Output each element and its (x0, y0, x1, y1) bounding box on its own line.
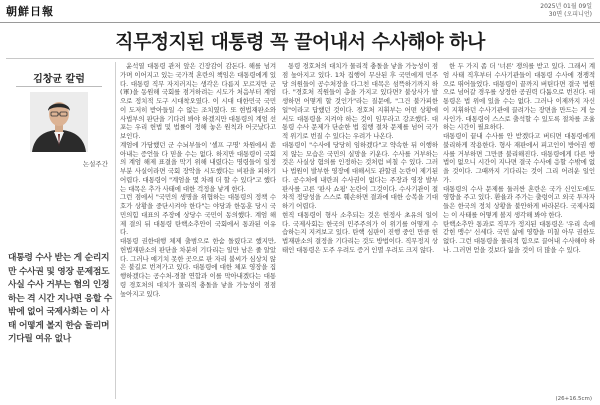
column-sidebar (6, 62, 112, 402)
article-text: 통령 경호처의 대치가 물리적 충돌을 낳을 가능성이 점점 높아지고 있다. 1차 집행이 무산된 후 국민에게 민주당 의원들이 공수처장을 다그친 대목은 섬뜩하기까지 하다. "경호처 직원들이 총을 가지고 있다면? 불상사가 발생하면 어떻게 할 것인가"라는 질문에, "그건 불가피한 일"이라고 답했던 것이다. 경호처 지휘부는 어떤 상황에서도 대통령을 지켜야 하는 것이 임무라고 강조했다. 대통령 수사 문제가 단순한 법 집행 절차 문제를 넘어 국가적 위기로 번질 수 있다는 우려가 나온다. 대통령이 "수사에 당당히 임하겠다"고 약속한 뒤 이행하지 않는 모습은 국민의 실망을 키운다. 수사를 거부하는 것은 사실상 혐의를 인정하는 것처럼 비칠 수 있다. 그러나 법원이 발부한 영장에 대해서도 관할권 논란이 제기된다. 공수처에 내란죄 수사권이 없다는 주장과 영장 발부 판사를 고른 '판사 쇼핑' 논란이 그것이다. 수사기관이 절차적 정당성을 스스로 훼손하면 결과에 대한 승복을 기대하기 어렵다. 현직 대통령이 형사 소추되는 것은 헌정사 초유의 일이다. 국제사회는 한국의 민주주의가 이 위기를 어떻게 수습하는지 지켜보고 있다. 탄핵 심판이 진행 중인 만큼 헌법재판소의 결정을 기다리는 것도 방법이다. 직무정지 상태인 대통령은 도주 우려도 증거 인멸 우려도 크지 않다. (282, 62, 438, 254)
author-title: 논설주간 (82, 160, 108, 168)
author-photo (30, 92, 88, 152)
article-body-column-3 (443, 62, 595, 400)
masthead-rule (0, 22, 600, 23)
newspaper-masthead: 朝鮮日報 (6, 5, 54, 18)
article-text: 윤석열 대통령 관저 앞은 긴장감이 감돈다. 해를 넘겨가며 이어지고 있는 국가적 혼란의 책임은 대통령에게 있다. 대통령 직무 자지러지는 생각은 다름지 모르지만 군(軍)을 동원해 국회를 점거하려는 시도가 처음부터 계엄으로 정치적 도구 시대착오였다. 이 시대 대한민국 국민이 도저히 받아들일 수 없는 조치였다. 또 현법재판소와 사법부의 판단을 기다려 봐야 하겠지만 대통령의 계엄 선포는 우리 헌법 및 법률이 정해 놓은 원칙과 어긋났다고 보인다. 계엄에 가담했던 군 수뇌부들이 '셀프 구명' 차원에서 쏟아내는 증언들 다 믿을 수는 없다. 하지만 대통령이 국회의 계엄 해제 표결을 막기 위해 내렸다는 명령들이 일정 부분 사실이라면 국회 장악을 시도했다는 비판을 피하기 어렵다. 대통령이 "계엄을 몇 차례 더 할 수 있다"고 했다는 대목은 추가 사태에 대한 걱정을 낳게 한다. 그런 점에서 "국민의 생명을 위협하는 대통령의 정책 수호가 상황을 중단시켜야 한다"는 야당과 한동훈 당시 국민의힘 대표의 주장에 상당수 국민이 동의했다. 계엄 해제 결의 뒤 대통령 탄핵소추안이 국회에서 통과된 이유다. 대통령 권한대행 체제 출범으로 한숨 돌렸다고 했지만, 헌법재판소의 판단을 차분히 기다리는 일만 남은 줄 알았다. 그러나 얘기치 못한 곳으로 판 자리 불씨가 심상치 않은 불길로 번져가고 있다. 대통령에 대한 체포 영장을 집행하겠다는 공수처-경찰 연합과 이를 막아내겠다는 대통령 경호처의 대치가 물리적 충돌을 낳을 가능성이 점점 높아지고 있다. (120, 62, 276, 298)
size-note: (26+16.5cm) (555, 396, 592, 402)
column-name: 김창균 칼럼 (33, 74, 85, 85)
article-body-column-1 (120, 62, 276, 400)
article-headline: 직무정지된 대통령 꼭 끌어내서 수사해야 하나 (115, 31, 485, 53)
article-body-column-2 (282, 62, 438, 400)
column-divider (115, 62, 116, 399)
column-name-rule (16, 86, 102, 87)
article-text: 한 두 가지 좀 더 '너른' 쟁의를 받고 있다. 그래서 계엄 사태 직후부터 수사기관들이 대통령 수사에 경쟁적으로 뛰어들었다. 대통령이 끝까지 버틴다면 결국 법원으로 넘어갈 경우를 상정한 공권력 다툼으로 번진다. 대통령은 법 위에 있을 수는 없다. 그러나 이제까지 자신이 지휘하던 수사기관에 끌려가는 장면을 만드는 게 능사인가. 대통령이 스스로 출석할 수 있도록 절차를 조율하는 시간이 필요하다. 대통령이 끝내 수사를 안 받겠다고 버티면 대통령에게 불리하게 작용한다. 형사 재판에서 피고인이 방어권 행사를 거부하면 그만큼 불리해진다. 대통령에게 다른 방법이 없으니 시간이 지나면 결국 수사에 응할 수밖에 없을 것이다. 그때까지 기다리는 것이 그리 어려운 일인가. 대통령의 수사 문제를 둘러싼 혼란은 국가 신인도에도 영향을 주고 있다. 환율과 주가는 출렁이고 외국 투자자들은 한국의 정치 상황을 불안하게 바라본다. 국제사회는 이 사태를 어떻게 볼지 생각해 봐야 한다. 탄핵소추안 통과로 직무가 정지된 대통령은 '우리 속에 갇힌 맹수' 신세다. 국민 삶에 영향을 미칠 아무 권한도 없다. 그런 대통령을 물리적 힘으로 끌어내 수사해야 하나. 그러면 얻을 것보다 잃을 것이 더 많을 수 있다. (443, 62, 595, 254)
publication-date: 2025년 01월 09일 (540, 3, 592, 10)
page-section: 30면 (오피니언) (548, 11, 592, 18)
headline-rule (6, 58, 594, 59)
dateline (540, 3, 592, 19)
pullquote: 대통령 수사 받는 게 순리지만 수사권 및 영장 문제점도 사실 수사 거부는 혐의 인정하는 격 시간 지나면 응할 수밖에 없어 국제사회는 이 사태 어떻게 볼지 한숨 돌리며 기다릴 여유 없나 (8, 253, 112, 344)
